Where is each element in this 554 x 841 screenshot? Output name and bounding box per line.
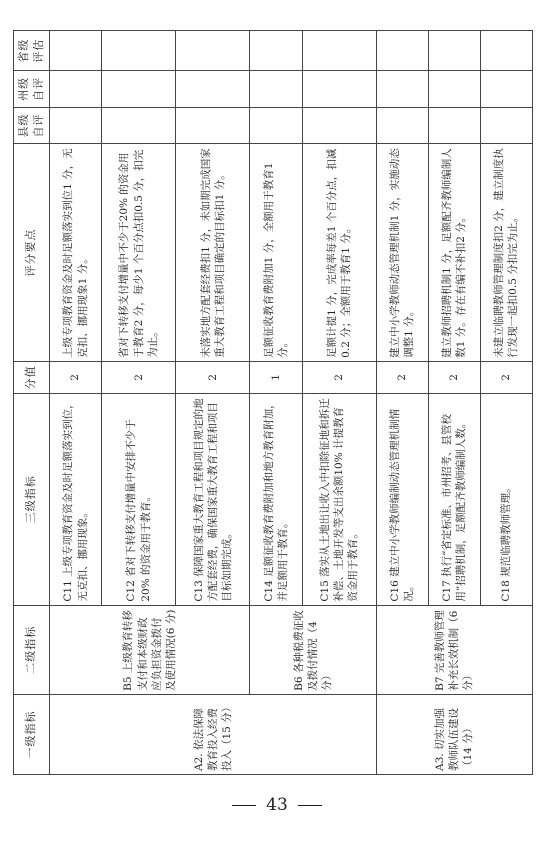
indicator-c18: C18 规范临聘教师管理。 [480,393,532,605]
province-cell [102,31,176,71]
province-cell [176,31,250,71]
province-cell [376,31,428,71]
state-cell [428,71,480,108]
header-level3: 三级指标 [14,393,50,605]
county-cell [302,107,376,144]
points-c15: 足额计提1 分，完成率每差1 个百分点，扣减0.2 分；全额用于教育1 分。 [302,144,376,361]
points-c18: 未建立临聘教师管理制度扣2 分，建立制度执行发现一起扣0.5 分扣完为止。 [480,144,532,361]
points-c13: 未落实地方配套经费扣1 分，未如期完成国家重大教育工程和项目确定的目标扣1 分。 [176,144,250,361]
page-number: 43 [266,795,288,815]
header-county: 县级自评 [14,107,50,144]
state-cell [480,71,532,108]
header-level2: 二级指标 [14,605,50,694]
state-cell [50,71,102,108]
header-points: 评分要点 [14,144,50,361]
header-province: 省级评估 [14,31,50,71]
group-a2: A2. 依法保障教育投入经费投入（15 分） [50,694,377,774]
state-cell [102,71,176,108]
county-cell [480,107,532,144]
score-c14: 1 [250,361,302,393]
county-cell [176,107,250,144]
county-cell [50,107,102,144]
subgroup-b5: B5 上级教育转移支付和本级财政应负担资金拨付及使用情况(6 分) [50,605,250,694]
state-cell [302,71,376,108]
points-c17: 建立教师招聘机制1 分，足额配齐教师编制人数1 分。存在有编不补扣2 分。 [428,144,480,361]
group-a3: A3. 切实加强教师队伍建设（14 分） [376,694,532,774]
points-c12: 省对下转移支付增量中不少于20% 的资金用于教育2 分，每少1 个百分点扣0.5 分，扣完为止。 [102,144,176,361]
subgroup-b7: B7 完善教师管理补充长效机制（6 分） [376,605,532,694]
state-cell [376,71,428,108]
score-c15: 2 [302,361,376,393]
rotated-table-container [13,30,533,775]
footer-dash-left [232,805,256,806]
score-c13: 2 [176,361,250,393]
county-cell [376,107,428,144]
county-cell [102,107,176,144]
footer-dash-right [298,805,322,806]
page-footer [0,795,554,815]
score-c17: 2 [428,361,480,393]
province-cell [302,31,376,71]
indicator-c17: C17 执行“省定标准、市州招考、县管校用”招聘机制，足额配齐教师编制人数。 [428,393,480,605]
indicator-c12: C12 省对下转移支付增量中安排不少于20% 的资金用于教育。 [102,393,176,605]
header-state: 州级自评 [14,71,50,108]
points-c11: 上级专项教育资金及时足额落实到位1 分，无克扣、挪用现象1 分。 [50,144,102,361]
province-cell [428,31,480,71]
subgroup-b6: B6 各种税费征收及拨付情况（4 分） [250,605,376,694]
score-c11: 2 [50,361,102,393]
province-cell [50,31,102,71]
indicator-c14: C14 足额征收教育费附加和地方教育附加，并足额用于教育。 [250,393,302,605]
indicator-c13: C13 保障国家重大教育工程和项目规定的地方配套经费，确保国家重大教育工程和项目目标如期完成。 [176,393,250,605]
header-score: 分值 [14,361,50,393]
table-row [50,31,102,775]
indicator-c16: C16 建立中小学教师编制动态管理机制情况。 [376,393,428,605]
rotated-page [13,30,533,775]
table-row [250,31,302,775]
points-c16: 建立中小学教师动态管理机制1 分，实施动态调整1 分。 [376,144,428,361]
score-c16: 2 [376,361,428,393]
header-level1: 一级指标 [14,694,50,774]
indicator-c15: C15 落实从土地出让收入中扣除征地和拆迁补偿、土地开发等支出余额10% 计提教育资金用于教育。 [302,393,376,605]
state-cell [176,71,250,108]
province-cell [250,31,302,71]
province-cell [480,31,532,71]
points-c14: 足额征收教育费附加1 分，全额用于教育1 分。 [250,144,302,361]
evaluation-table [13,30,533,775]
county-cell [428,107,480,144]
score-c18: 2 [480,361,532,393]
score-c12: 2 [102,361,176,393]
table-row [376,31,428,775]
county-cell [250,107,302,144]
indicator-c11: C11 上级专项教育资金及时足额落实到位，无克扣、挪用现象。 [50,393,102,605]
header-row [14,31,50,775]
state-cell [250,71,302,108]
